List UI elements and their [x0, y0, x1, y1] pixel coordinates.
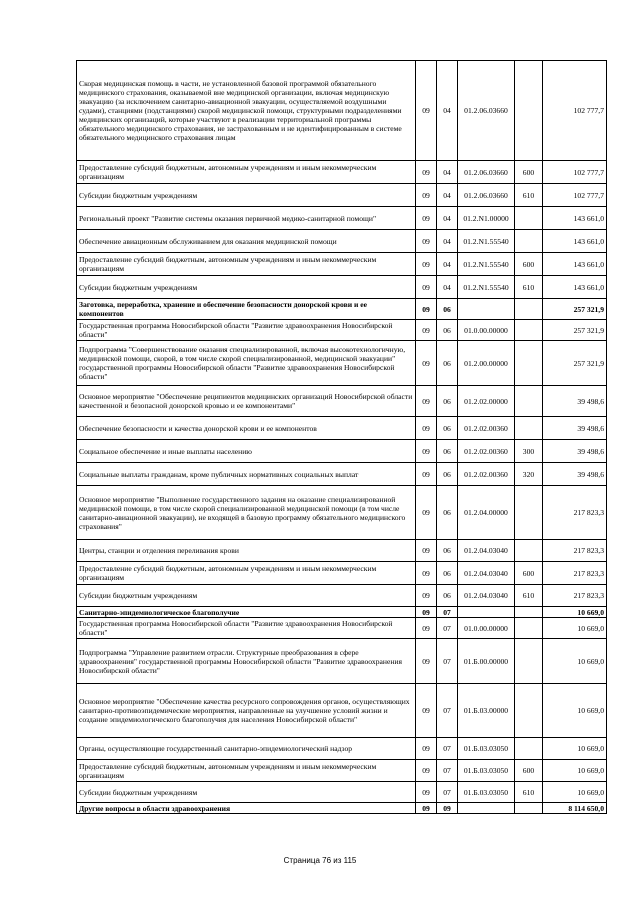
target-article-code-cell: 01.2.N1.55540: [458, 253, 515, 276]
subsection-code-cell: 07: [437, 760, 458, 782]
row-name-cell: Государственная программа Новосибирской области "Развитие здравоохранения Новосибирской области": [77, 320, 416, 341]
subsection-code-cell: 06: [437, 486, 458, 540]
table-row: [77, 803, 607, 814]
amount-cell: 257 321,9: [543, 299, 607, 320]
target-article-code-cell: 01.2.06.03660: [458, 184, 515, 207]
row-name-cell: Субсидии бюджетным учреждениям: [77, 276, 416, 299]
row-name-cell: Предоставление субсидий бюджетным, автономным учреждениям и иным некоммерческим организациям: [77, 161, 416, 184]
section-code-cell: 09: [416, 540, 437, 562]
table-row: [77, 738, 607, 760]
section-code-cell: 09: [416, 386, 437, 417]
target-article-code-cell: 01.Б.03.03050: [458, 738, 515, 760]
table-row: [77, 782, 607, 803]
expense-type-code-cell: [515, 417, 543, 440]
row-name-cell: Другие вопросы в области здравоохранения: [77, 803, 416, 814]
expense-type-code-cell: [515, 803, 543, 814]
subsection-code-cell: 07: [437, 684, 458, 738]
table-row: [77, 184, 607, 207]
amount-cell: 10 669,0: [543, 607, 607, 618]
subsection-code-cell: 06: [437, 417, 458, 440]
section-code-cell: 09: [416, 320, 437, 341]
table-row: [77, 618, 607, 639]
page-footer: Страница 76 из 115: [283, 856, 357, 865]
target-article-code-cell: 01.2.N1.00000: [458, 207, 515, 230]
expense-type-code-cell: [515, 607, 543, 618]
table-row: [77, 386, 607, 417]
row-name-cell: Основное мероприятие "Выполнение государственного задания на оказание специализированной медицинской помощи, в том числе скорой специализированной медицинской помощи (в том числе санитарно-авиационной эвакуации), не входящей в базовую программу обязательного медицинского страхования": [77, 486, 416, 540]
subsection-code-cell: 04: [437, 161, 458, 184]
target-article-code-cell: [458, 299, 515, 320]
amount-cell: 217 823,3: [543, 540, 607, 562]
row-name-cell: Санитарно-эпидемиологическое благополучие: [77, 607, 416, 618]
target-article-code-cell: 01.2.02.00360: [458, 440, 515, 463]
amount-cell: 143 661,0: [543, 276, 607, 299]
table-row: [77, 639, 607, 684]
target-article-code-cell: 01.2.02.00000: [458, 386, 515, 417]
section-code-cell: 09: [416, 341, 437, 386]
amount-cell: 39 498,6: [543, 440, 607, 463]
row-name-cell: Подпрограмма "Управление развитием отрасли. Структурные преобразования в сфере здравоохранения" государственной программы Новосибирской области "Развитие здравоохранения Новосибирской области": [77, 639, 416, 684]
subsection-code-cell: 06: [437, 386, 458, 417]
section-code-cell: 09: [416, 486, 437, 540]
target-article-code-cell: 01.2.04.03040: [458, 562, 515, 585]
section-code-cell: 09: [416, 585, 437, 607]
amount-cell: 8 114 650,0: [543, 803, 607, 814]
subsection-code-cell: 06: [437, 320, 458, 341]
expense-type-code-cell: [515, 61, 543, 161]
expense-type-code-cell: [515, 618, 543, 639]
amount-cell: 10 669,0: [543, 738, 607, 760]
expense-type-code-cell: [515, 684, 543, 738]
row-name-cell: Центры, станции и отделения переливания крови: [77, 540, 416, 562]
section-code-cell: 09: [416, 607, 437, 618]
row-name-cell: Предоставление субсидий бюджетным, автономным учреждениям и иным некоммерческим организациям: [77, 253, 416, 276]
expense-type-code-cell: 610: [515, 276, 543, 299]
amount-cell: 257 321,9: [543, 320, 607, 341]
expense-type-code-cell: 610: [515, 585, 543, 607]
target-article-code-cell: 01.2.04.00000: [458, 486, 515, 540]
table-row: [77, 562, 607, 585]
row-name-cell: Субсидии бюджетным учреждениям: [77, 585, 416, 607]
expense-type-code-cell: [515, 540, 543, 562]
amount-cell: 10 669,0: [543, 782, 607, 803]
section-code-cell: 09: [416, 299, 437, 320]
expense-type-code-cell: [515, 320, 543, 341]
table-row: [77, 417, 607, 440]
subsection-code-cell: 06: [437, 463, 458, 486]
section-code-cell: 09: [416, 782, 437, 803]
section-code-cell: 09: [416, 253, 437, 276]
subsection-code-cell: 04: [437, 253, 458, 276]
subsection-code-cell: 04: [437, 276, 458, 299]
target-article-code-cell: 01.2.04.03040: [458, 540, 515, 562]
row-name-cell: Обеспечение безопасности и качества донорской крови и ее компонентов: [77, 417, 416, 440]
section-code-cell: 09: [416, 184, 437, 207]
row-name-cell: Основное мероприятие "Обеспечение качества ресурсного сопровождения органов, осуществляющих санитарно-противоэпидемические мероприятия, направленные на улучшение условий жизни и создание эпидемиологического благополучия для населения Новосибирской области": [77, 684, 416, 738]
subsection-code-cell: 07: [437, 618, 458, 639]
row-name-cell: Подпрограмма "Совершенствование оказания специализированной, включая высокотехнологичную, медицинской помощи, скорой, в том числе скорой специализированной, медицинской эвакуации" государственной программы Новосибирской области "Развитие здравоохранения Новосибирской области": [77, 341, 416, 386]
table-row: [77, 276, 607, 299]
table-row: [77, 341, 607, 386]
target-article-code-cell: 01.Б.00.00000: [458, 639, 515, 684]
amount-cell: 217 823,3: [543, 486, 607, 540]
amount-cell: 10 669,0: [543, 639, 607, 684]
expense-type-code-cell: [515, 341, 543, 386]
expense-type-code-cell: 600: [515, 760, 543, 782]
target-article-code-cell: [458, 803, 515, 814]
table-row: [77, 320, 607, 341]
section-code-cell: 09: [416, 639, 437, 684]
subsection-code-cell: 06: [437, 585, 458, 607]
table-body: [77, 61, 607, 814]
amount-cell: 39 498,6: [543, 463, 607, 486]
section-code-cell: 09: [416, 684, 437, 738]
section-code-cell: 09: [416, 803, 437, 814]
target-article-code-cell: 01.0.00.00000: [458, 320, 515, 341]
row-name-cell: Основное мероприятие "Обеспечение реципиентов медицинских организаций Новосибирской области качественной и безопасной донорской кровью и ее компонентами": [77, 386, 416, 417]
expense-type-code-cell: [515, 738, 543, 760]
budget-table: [76, 60, 607, 814]
table-row: [77, 607, 607, 618]
table-row: [77, 540, 607, 562]
row-name-cell: Социальные выплаты гражданам, кроме публичных нормативных социальных выплат: [77, 463, 416, 486]
table-row: [77, 684, 607, 738]
subsection-code-cell: 04: [437, 184, 458, 207]
expense-type-code-cell: [515, 230, 543, 253]
amount-cell: 39 498,6: [543, 417, 607, 440]
section-code-cell: 09: [416, 440, 437, 463]
row-name-cell: Предоставление субсидий бюджетным, автономным учреждениям и иным некоммерческим организациям: [77, 760, 416, 782]
subsection-code-cell: 06: [437, 562, 458, 585]
table-row: [77, 463, 607, 486]
table-row: [77, 230, 607, 253]
table-row: [77, 760, 607, 782]
target-article-code-cell: 01.Б.03.03050: [458, 760, 515, 782]
expense-type-code-cell: 610: [515, 782, 543, 803]
row-name-cell: Региональный проект "Развитие системы оказания первичной медико-санитарной помощи": [77, 207, 416, 230]
subsection-code-cell: 06: [437, 341, 458, 386]
amount-cell: 102 777,7: [543, 61, 607, 161]
row-name-cell: Скорая медицинская помощь в части, не установленной базовой программой обязательного медицинского страхования, оказываемой вне медицинской организации, включая медицинскую эвакуацию (за исключением санитарно-авиационной эвакуации, осуществляемой воздушными судами), станциями (подстанциями) скорой медицинской помощи, структурными подразделениями медицинских организаций, которые участвуют в реализации территориальной программы обязательного медицинского страхования, не застрахованным и не идентифицированным в системе обязательного медицинского страхования лицам: [77, 61, 416, 161]
expense-type-code-cell: [515, 486, 543, 540]
table-row: [77, 207, 607, 230]
table-row: [77, 161, 607, 184]
section-code-cell: 09: [416, 738, 437, 760]
subsection-code-cell: 04: [437, 61, 458, 161]
expense-type-code-cell: 300: [515, 440, 543, 463]
subsection-code-cell: 06: [437, 440, 458, 463]
target-article-code-cell: 01.2.02.00360: [458, 417, 515, 440]
section-code-cell: 09: [416, 760, 437, 782]
section-code-cell: 09: [416, 161, 437, 184]
section-code-cell: 09: [416, 61, 437, 161]
expense-type-code-cell: [515, 299, 543, 320]
expense-type-code-cell: [515, 639, 543, 684]
row-name-cell: Субсидии бюджетным учреждениям: [77, 184, 416, 207]
expense-type-code-cell: 320: [515, 463, 543, 486]
amount-cell: 217 823,3: [543, 585, 607, 607]
subsection-code-cell: 07: [437, 639, 458, 684]
row-name-cell: Заготовка, переработка, хранение и обеспечение безопасности донорской крови и ее компонентов: [77, 299, 416, 320]
expense-type-code-cell: [515, 207, 543, 230]
subsection-code-cell: 09: [437, 803, 458, 814]
table-row: [77, 440, 607, 463]
table-row: [77, 585, 607, 607]
section-code-cell: 09: [416, 618, 437, 639]
section-code-cell: 09: [416, 562, 437, 585]
amount-cell: 143 661,0: [543, 207, 607, 230]
section-code-cell: 09: [416, 230, 437, 253]
table-row: [77, 253, 607, 276]
subsection-code-cell: 04: [437, 207, 458, 230]
target-article-code-cell: 01.2.N1.55540: [458, 276, 515, 299]
expense-type-code-cell: [515, 386, 543, 417]
target-article-code-cell: 01.Б.03.03050: [458, 782, 515, 803]
target-article-code-cell: 01.0.00.00000: [458, 618, 515, 639]
expense-type-code-cell: 600: [515, 253, 543, 276]
amount-cell: 10 669,0: [543, 618, 607, 639]
table-row: [77, 299, 607, 320]
row-name-cell: Социальное обеспечение и иные выплаты населению: [77, 440, 416, 463]
expense-type-code-cell: 600: [515, 562, 543, 585]
section-code-cell: 09: [416, 463, 437, 486]
amount-cell: 257 321,9: [543, 341, 607, 386]
target-article-code-cell: 01.2.06.03660: [458, 61, 515, 161]
expense-type-code-cell: 600: [515, 161, 543, 184]
target-article-code-cell: 01.2.00.00000: [458, 341, 515, 386]
subsection-code-cell: 06: [437, 299, 458, 320]
section-code-cell: 09: [416, 276, 437, 299]
amount-cell: 143 661,0: [543, 253, 607, 276]
row-name-cell: Государственная программа Новосибирской области "Развитие здравоохранения Новосибирской области": [77, 618, 416, 639]
subsection-code-cell: 07: [437, 782, 458, 803]
amount-cell: 39 498,6: [543, 386, 607, 417]
subsection-code-cell: 04: [437, 230, 458, 253]
amount-cell: 102 777,7: [543, 161, 607, 184]
amount-cell: 102 777,7: [543, 184, 607, 207]
row-name-cell: Обеспечение авиационным обслуживанием для оказания медицинской помощи: [77, 230, 416, 253]
subsection-code-cell: 06: [437, 540, 458, 562]
row-name-cell: Органы, осуществляющие государственный санитарно-эпидемиологический надзор: [77, 738, 416, 760]
target-article-code-cell: [458, 607, 515, 618]
amount-cell: 10 669,0: [543, 760, 607, 782]
subsection-code-cell: 07: [437, 607, 458, 618]
target-article-code-cell: 01.2.02.00360: [458, 463, 515, 486]
amount-cell: 217 823,3: [543, 562, 607, 585]
row-name-cell: Предоставление субсидий бюджетным, автономным учреждениям и иным некоммерческим организациям: [77, 562, 416, 585]
table-row: [77, 486, 607, 540]
target-article-code-cell: 01.2.N1.55540: [458, 230, 515, 253]
section-code-cell: 09: [416, 207, 437, 230]
amount-cell: 10 669,0: [543, 684, 607, 738]
expense-type-code-cell: 610: [515, 184, 543, 207]
section-code-cell: 09: [416, 417, 437, 440]
subsection-code-cell: 07: [437, 738, 458, 760]
target-article-code-cell: 01.2.04.03040: [458, 585, 515, 607]
target-article-code-cell: 01.2.06.03660: [458, 161, 515, 184]
row-name-cell: Субсидии бюджетным учреждениям: [77, 782, 416, 803]
target-article-code-cell: 01.Б.03.00000: [458, 684, 515, 738]
amount-cell: 143 661,0: [543, 230, 607, 253]
table-row: [77, 61, 607, 161]
